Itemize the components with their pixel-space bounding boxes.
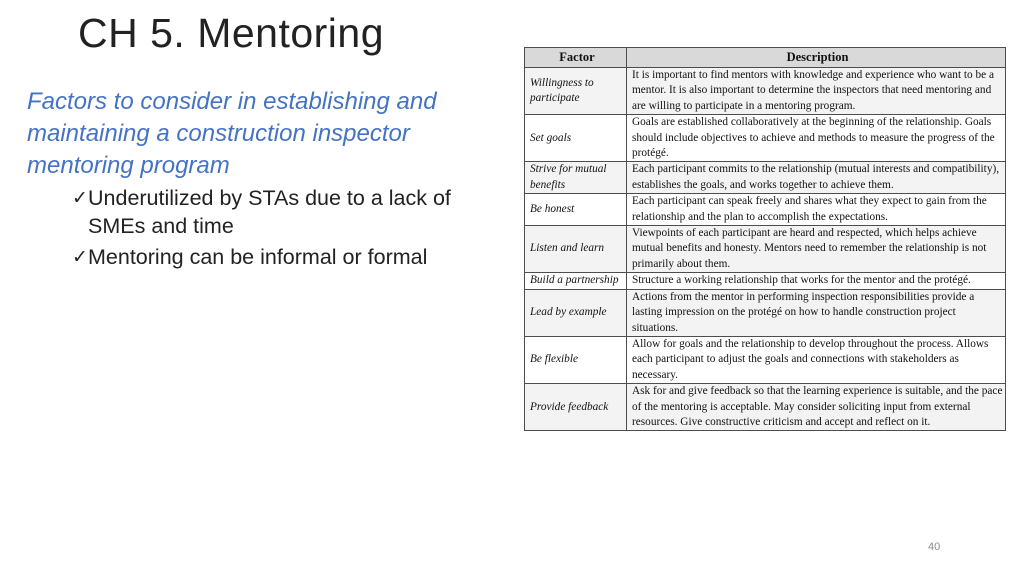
description-cell: Each participant can speak freely and shares what they expect to gain from the relationship and the plan to accomplish the expectations. xyxy=(627,194,1006,226)
factor-cell: Set goals xyxy=(525,115,627,162)
table-row xyxy=(525,162,1006,194)
table-row xyxy=(525,289,1006,336)
header-factor: Factor xyxy=(525,48,627,68)
table-row xyxy=(525,336,1006,383)
factor-cell: Willingness to participate xyxy=(525,68,627,115)
check-mark-icon: ✓ xyxy=(72,187,88,209)
slide-subtitle: Factors to consider in establishing and maintaining a construction inspector mentoring program xyxy=(27,88,437,179)
factor-cell: Be honest xyxy=(525,194,627,226)
description-cell: Goals are established collaboratively at the beginning of the relationship. Goals should include objectives to achieve and methods to measure the progress of the protégé. xyxy=(627,115,1006,162)
description-cell: Ask for and give feedback so that the learning experience is suitable, and the pace of the mentoring is acceptable. May consider soliciting input from external resources. Give constructive criticism and accept and reflect on it. xyxy=(627,384,1006,431)
check-mark-icon: ✓ xyxy=(72,246,88,268)
description-cell: Each participant commits to the relationship (mutual interests and compatibility), establishes the goals, and works together to achieve them. xyxy=(627,162,1006,194)
table-row xyxy=(525,384,1006,431)
table-row xyxy=(525,115,1006,162)
description-cell: Viewpoints of each participant are heard and respected, which helps achieve mutual benefits and honesty. Mentors need to remember the relationship is not primarily about them. xyxy=(627,226,1006,273)
page-number: 40 xyxy=(928,541,941,553)
bullet-text: Mentoring can be informal or formal xyxy=(88,245,428,269)
factor-cell: Lead by example xyxy=(525,289,627,336)
factor-cell: Build a partnership xyxy=(525,273,627,289)
factor-cell: Provide feedback xyxy=(525,384,627,431)
factor-cell: Be flexible xyxy=(525,336,627,383)
table-row xyxy=(525,194,1006,226)
table-row xyxy=(525,273,1006,289)
table-header-row xyxy=(525,48,1006,68)
bullet-item xyxy=(74,184,502,240)
bullet-list xyxy=(27,184,502,271)
bullet-item xyxy=(74,243,502,271)
factor-cell: Listen and learn xyxy=(525,226,627,273)
factors-table xyxy=(524,47,1006,431)
description-cell: Actions from the mentor in performing inspection responsibilities provide a lasting impression on the protégé on how to handle construction project situations. xyxy=(627,289,1006,336)
description-cell: Structure a working relationship that works for the mentor and the protégé. xyxy=(627,273,1006,289)
slide-title: CH 5. Mentoring xyxy=(78,10,385,56)
description-cell: It is important to find mentors with knowledge and experience who want to be a mentor. It is also important to determine the inspectors that need mentoring and are willing to participate in a mentoring program. xyxy=(627,68,1006,115)
description-cell: Allow for goals and the relationship to develop throughout the process. Allows each participant to adjust the goals and connections with stakeholders as necessary. xyxy=(627,336,1006,383)
factor-cell: Strive for mutual benefits xyxy=(525,162,627,194)
table-row xyxy=(525,68,1006,115)
table-row xyxy=(525,226,1006,273)
bullet-text: Underutilized by STAs due to a lack of SMEs and time xyxy=(88,186,451,238)
left-content xyxy=(27,86,502,274)
header-description: Description xyxy=(627,48,1006,68)
